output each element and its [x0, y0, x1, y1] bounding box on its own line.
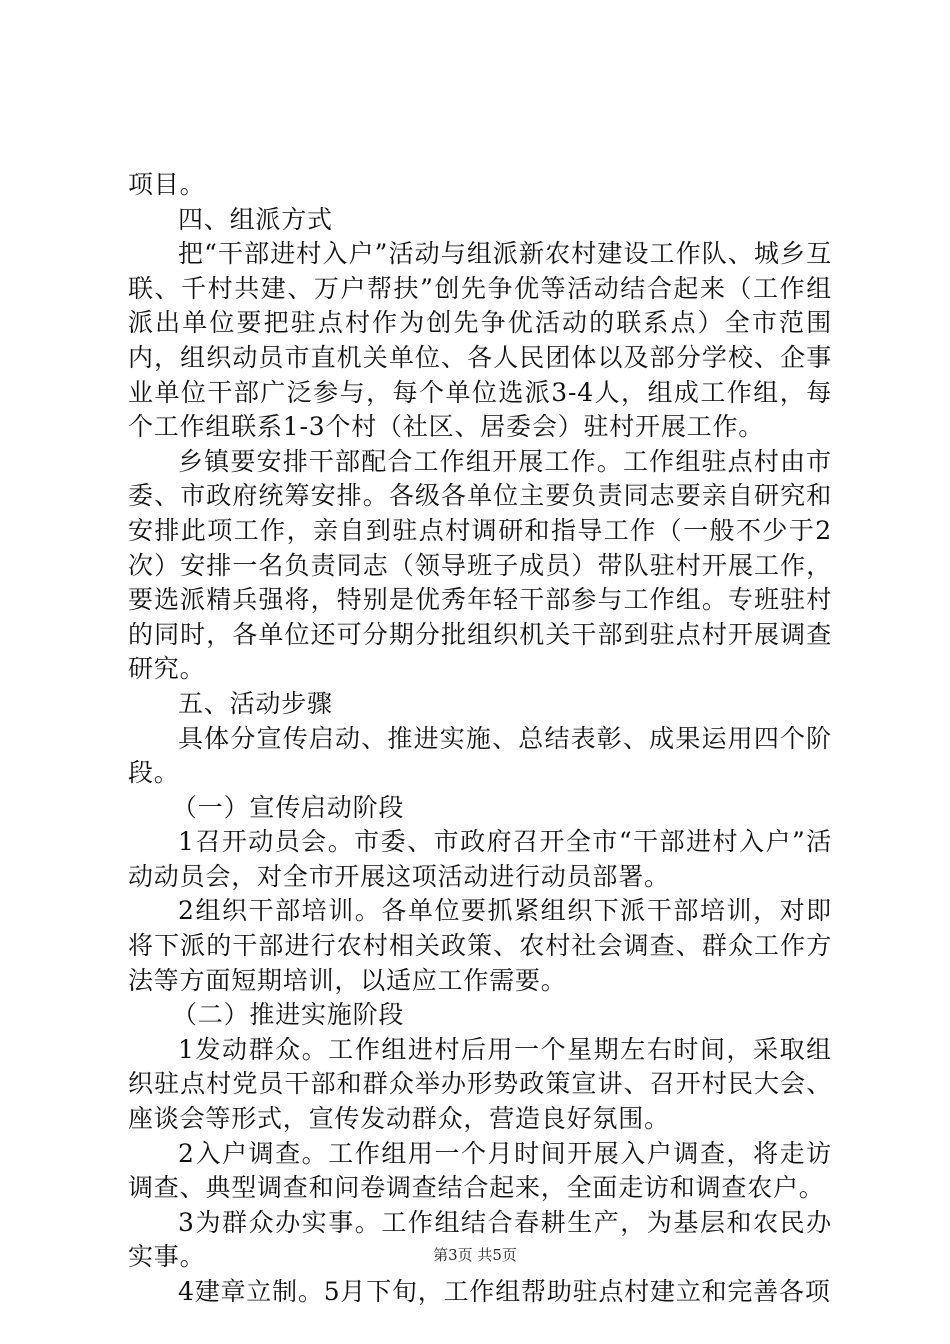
- page-footer: 第3页 共5页: [433, 1246, 517, 1264]
- paragraph: 2入户调查。工作组用一个月时间开展入户调查，将走访调查、典型调查和问卷调查结合起来，全面走访和调查农户。: [128, 1138, 832, 1203]
- paragraph-continuation: 项目。: [128, 170, 206, 199]
- section-heading-5: 五、活动步骤: [178, 688, 333, 718]
- document-body: [128, 168, 832, 1310]
- paragraph: 把“干部进村入户”活动与组派新农村建设工作队、城乡互联、千村共建、万户帮扶”创先争优等活动结合起来（工作组派出单位要把驻点村作为创先争优活动的联系点）全市范围内，组织动员市直机关单位、各人民团体以及部分学校、企事业单位干部广泛参与，每个单位选派3-4人，组成工作组，每个工作组联系1-3个村（社区、居委会）驻村开展工作。: [128, 239, 832, 442]
- paragraph: 3为群众办实事。工作组结合春耕生产，为基层和农民办实事。: [128, 1207, 832, 1272]
- paragraph: 具体分宣传启动、推进实施、总结表彰、成果运用四个阶段。: [128, 723, 832, 788]
- paragraph: 4建章立制。5月下旬，工作组帮助驻点村建立和完善各项: [178, 1277, 831, 1306]
- paragraph: 1发动群众。工作组进村后用一个星期左右时间，采取组织驻点村党员干部和群众举办形势政策宣讲、召开村民大会、座谈会等形式，宣传发动群众，营造良好氛围。: [128, 1034, 832, 1134]
- paragraph: 乡镇要安排干部配合工作组开展工作。工作组驻点村由市委、市政府统筹安排。各级各单位主要负责同志要亲自研究和安排此项工作，亲自到驻点村调研和指导工作（一般不少于2次）安排一名负责同志（领导班子成员）带队驻村开展工作，要选派精兵强将，特别是优秀年轻干部参与工作组。专班驻村的同时，各单位还可分期分批组织机关干部到驻点村开展调查研究。: [128, 446, 832, 684]
- subsection-heading-2: （二）推进实施阶段: [172, 1000, 405, 1030]
- paragraph: 2组织干部培训。各单位要抓紧组织下派干部培训，对即将下派的干部进行农村相关政策、农村社会调查、群众工作方法等方面短期培训，以适应工作需要。: [128, 896, 832, 995]
- subsection-heading-1: （一）宣传启动阶段: [172, 792, 405, 822]
- paragraph: 1召开动员会。市委、市政府召开全市“干部进村入户”活动动员会，对全市开展这项活动进行动员部署。: [128, 827, 832, 891]
- section-heading-4: 四、组派方式: [178, 204, 333, 234]
